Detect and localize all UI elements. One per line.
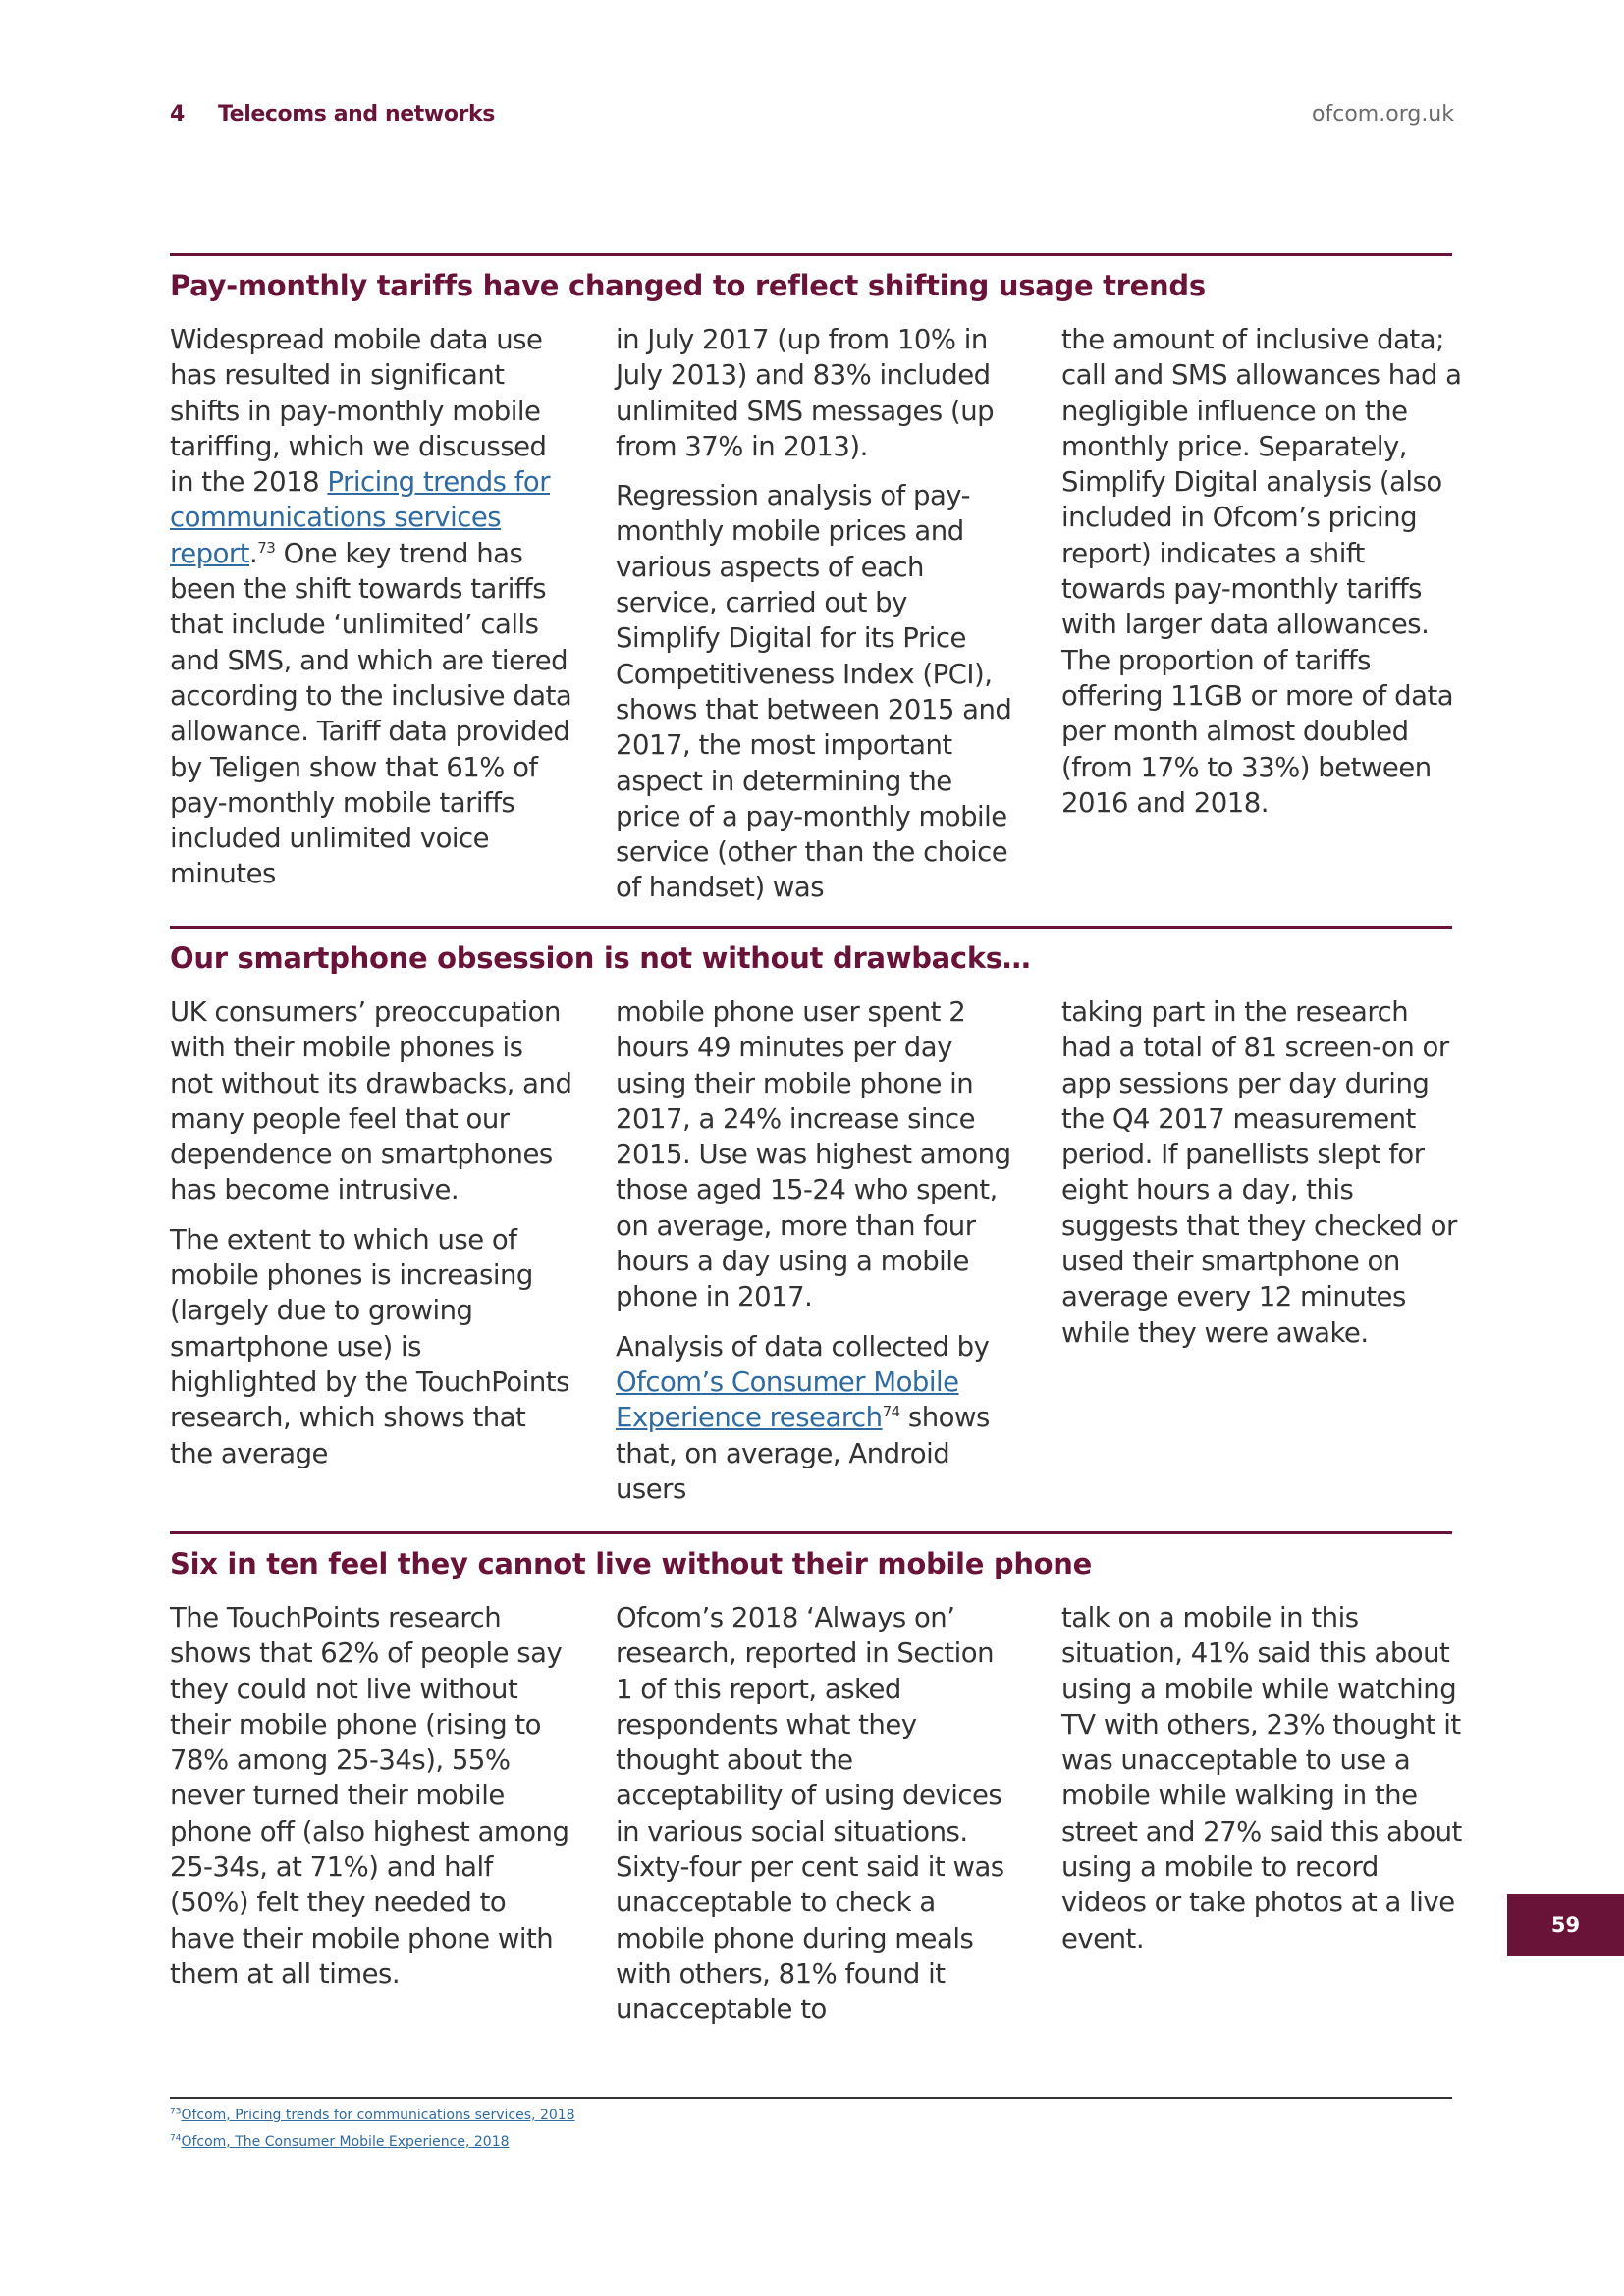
section-divider (170, 1531, 1452, 1534)
column-1 (170, 1600, 572, 2005)
paragraph: Regression analysis of pay-monthly mobile prices and various aspects of each service, carried out by Simplify Digital for its Price Competitiveness Index (PCI), shows that between 2015 and 2017, the most important aspect in determining the price of a pay-monthly mobile service (other than the choice of handset) was (616, 480, 1012, 904)
section-heading: Pay-monthly tariffs have changed to reflect shifting usage trends (170, 269, 1206, 302)
column-3 (1061, 994, 1464, 1364)
section-heading: Our smartphone obsession is not without drawbacks… (170, 941, 1031, 975)
chapter-number: 4 (170, 102, 186, 127)
page-header (170, 102, 1454, 133)
footnote-74-link[interactable]: Ofcom, The Consumer Mobile Experience, 2018 (181, 2134, 510, 2150)
paragraph: in July 2017 (up from 10% in July 2013) and 83% included unlimited SMS messages (up from 37% in 2013). (616, 324, 995, 462)
column-2 (616, 1600, 1018, 2042)
paragraph: taking part in the research had a total of 81 screen-on or app sessions per day during the Q4 2017 measurement period. If panellists slept for eight hours a day, this suggests that they checked or used their smartphone on average every 12 minutes while they were awake. (1061, 996, 1457, 1349)
paragraph: talk on a mobile in this situation, 41% said this about using a mobile while watching TV with others, 23% thought it was unacceptable to use a mobile while walking in the street and 27% said this about using a mobile to record videos or take photos at a live event. (1061, 1602, 1462, 1954)
paragraph: mobile phone user spent 2 hours 49 minutes per day using their mobile phone in 2017, a 24% increase since 2015. Use was highest among those aged 15-24 who spent, on average, more than four hours a day using a mobile phone in 2017. (616, 996, 1011, 1313)
chapter-title: Telecoms and networks (218, 102, 495, 127)
section-pay-monthly-tariffs (170, 253, 1462, 904)
paragraph: The TouchPoints research shows that 62% of people say they could not live without their mobile phone (rising to 78% among 25-34s), 55% never turned their mobile phone off (also highest among 25-34s, at 71%) and half (50%) felt they needed to have their mobile phone with them at all times. (170, 1602, 569, 1990)
column-2 (616, 322, 1018, 920)
footnote-divider (170, 2097, 1452, 2099)
consumer-mobile-experience-link[interactable]: Ofcom’s Consumer Mobile Experience research (616, 1365, 959, 1434)
page-number-tab: 59 (1507, 1894, 1624, 1956)
paragraph: The extent to which use of mobile phones is increasing (largely due to growing smartphone use) is highlighted by the TouchPoints research, which shows that the average (170, 1223, 569, 1469)
footnote-73-link[interactable]: Ofcom, Pricing trends for communications services, 2018 (181, 2108, 575, 2123)
paragraph: Ofcom’s 2018 ‘Always on’ research, reported in Section 1 of this report, asked respondents what they thought about the acceptability of using devices in various social situations. Sixty-four per cent said it was unacceptable to check a mobile phone during meals with others, 81% found it unacceptable to (616, 1602, 1004, 2026)
footnote-ref-74: 74 (882, 1403, 900, 1421)
section-divider (170, 926, 1452, 929)
section-cannot-live-without (170, 1531, 1462, 2026)
footnote-73: $^{73}$Ofcom, Pricing trends for communications services, 2018 (170, 2107, 575, 2123)
column-3 (1061, 1600, 1464, 1970)
site-url: ofcom.org.uk (1312, 102, 1454, 127)
section-heading: Six in ten feel they cannot live without their mobile phone (170, 1547, 1093, 1580)
column-1 (170, 322, 572, 906)
pricing-trends-report-link[interactable]: Pricing trends for communications services report (170, 466, 551, 569)
section-smartphone-drawbacks (170, 926, 1457, 1505)
paragraph: Analysis of data collected by Ofcom’s Consumer Mobile Experience research$^{74}$ shows that, on average, Android users (616, 1330, 990, 1505)
column-1 (170, 994, 572, 1485)
footnote-74: $^{74}$Ofcom, The Consumer Mobile Experience, 2018 (170, 2133, 510, 2150)
footnote-ref-73: 73 (257, 538, 276, 557)
paragraph: Widespread mobile data use has resulted in significant shifts in pay-monthly mobile tariffing, which we discussed in the 2018 Pricing trends for communications services report.$^{73}$ One key trend has been the shift towards tariffs that include ‘unlimited’ calls and SMS, and which are tiered according to the inclusive data allowance. Tariff data provided by Teligen show that 61% of pay-monthly mobile tariffs included unlimited voice minutes (170, 324, 572, 890)
column-3 (1061, 322, 1464, 834)
paragraph: UK consumers’ preoccupation with their mobile phones is not without its drawbacks, and many people feel that our dependence on smartphones has become intrusive. (170, 996, 572, 1206)
section-divider (170, 253, 1452, 256)
paragraph: the amount of inclusive data; call and SMS allowances had a negligible influence on the monthly price. Separately, Simplify Digital analysis (also included in Ofcom’s pricing report) indicates a shift towards pay-monthly tariffs with larger data allowances. The proportion of tariffs offering 11GB or more of data per month almost doubled (from 17% to 33%) between 2016 and 2018. (1061, 324, 1462, 819)
column-2 (616, 994, 1018, 1521)
